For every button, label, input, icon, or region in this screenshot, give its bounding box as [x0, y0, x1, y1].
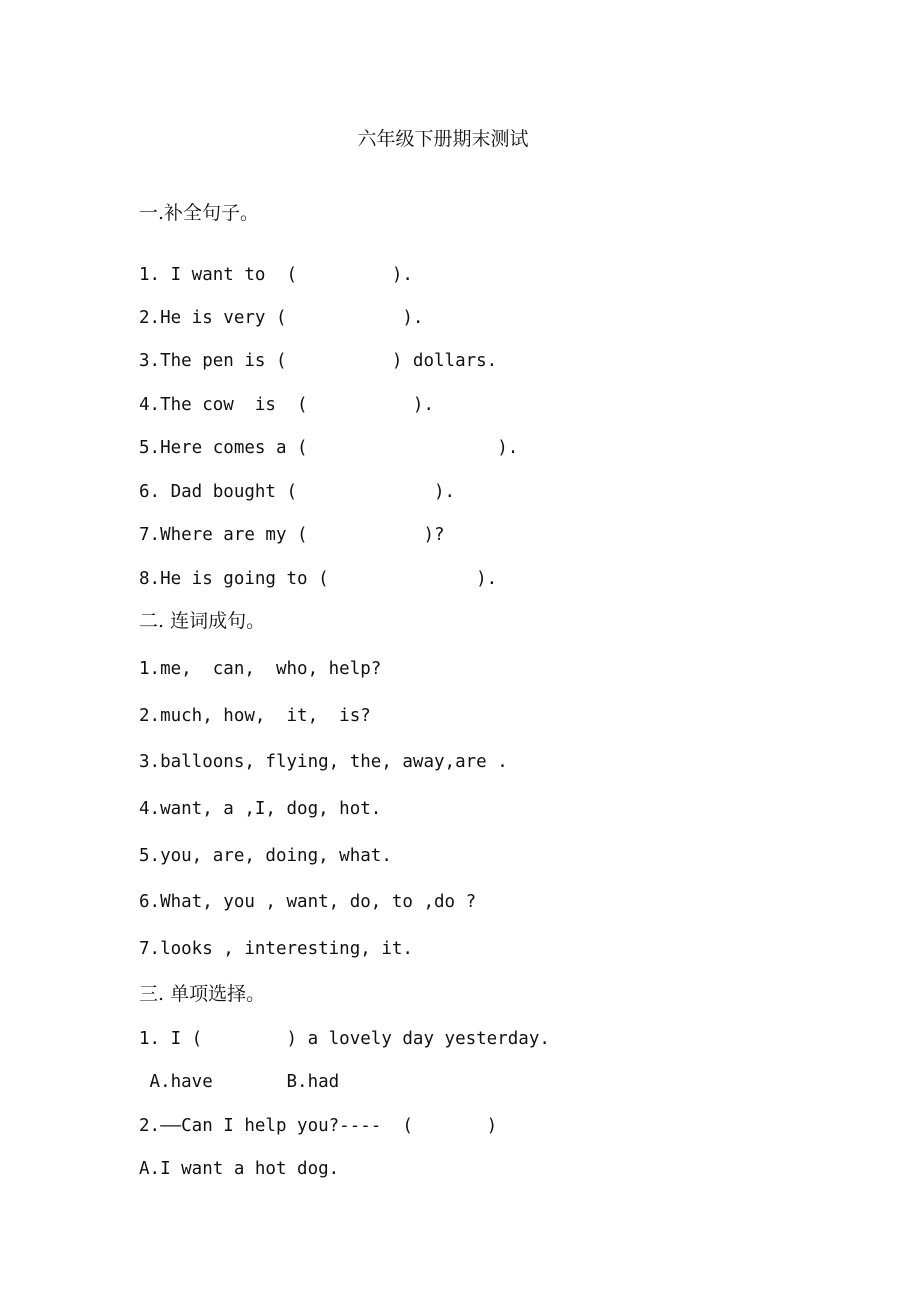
section-1-item-2: 2.He is very ( ). — [139, 308, 424, 328]
section-3-question-2: 2.——Can I help you?---- ( ) — [139, 1116, 498, 1136]
section-1-item-4: 4.The cow is ( ). — [139, 395, 435, 415]
section-2-item-7: 7.looks , interesting, it. — [139, 939, 413, 959]
section-3-question-1: 1. I ( ) a lovely day yesterday. — [139, 1029, 550, 1049]
section-2-heading: 二. 连词成句。 — [139, 610, 266, 632]
section-1-heading: 一.补全句子。 — [139, 202, 260, 224]
document-title: 六年级下册期末测试 — [357, 128, 529, 150]
section-2-item-4: 4.want, a ,I, dog, hot. — [139, 799, 382, 819]
section-1-item-7: 7.Where are my ( )? — [139, 525, 445, 545]
section-1-item-8: 8.He is going to ( ). — [139, 569, 498, 589]
section-2-item-2: 2.much, how, it, is? — [139, 706, 371, 726]
section-1-item-5: 5.Here comes a ( ). — [139, 438, 519, 458]
section-2-item-3: 3.balloons, flying, the, away,are . — [139, 752, 508, 772]
section-2-item-1: 1.me, can, who, help? — [139, 659, 382, 679]
section-1-item-1: 1. I want to ( ). — [139, 265, 413, 285]
section-3-question-2-option-a: A.I want a hot dog. — [139, 1159, 340, 1179]
section-1-item-3: 3.The pen is ( ) dollars. — [139, 351, 498, 371]
section-2-item-6: 6.What, you , want, do, to ,do ? — [139, 892, 477, 912]
section-1-item-6: 6. Dad bought ( ). — [139, 482, 456, 502]
section-2-item-5: 5.you, are, doing, what. — [139, 846, 392, 866]
section-3-heading: 三. 单项选择。 — [139, 983, 266, 1005]
section-3-question-1-options: A.have B.had — [139, 1072, 340, 1092]
